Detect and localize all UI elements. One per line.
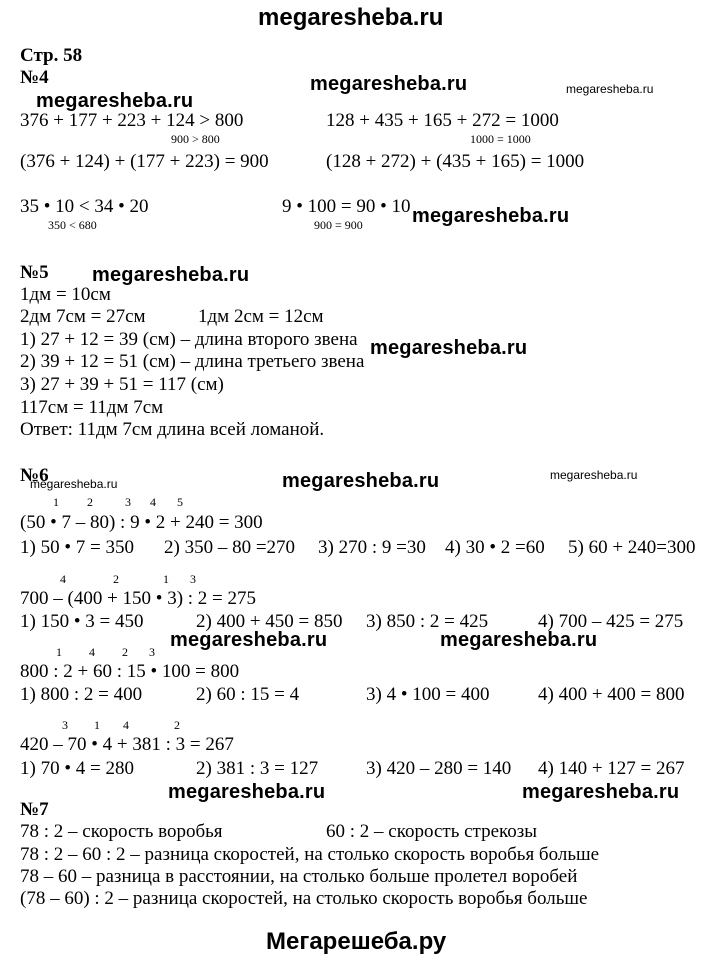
operation-order: 3 [125, 495, 131, 509]
watermark: megaresheba.ru [440, 629, 598, 651]
task5-label: №5 [20, 262, 49, 283]
task4-expr-2: (376 + 124) + (177 + 223) = 900 [20, 151, 269, 172]
task6-step: 2) 381 : 3 = 127 [196, 758, 319, 779]
task4-expr-4: (128 + 272) + (435 + 165) = 1000 [326, 151, 585, 172]
task7-line: 60 : 2 – скорость стрекозы [326, 821, 538, 842]
task4-expr-1-note: 900 > 800 [171, 132, 220, 146]
task4-expr-5: 35 • 10 < 34 • 20 [20, 196, 149, 217]
task7-line: 78 : 2 – 60 : 2 – разница скоростей, на столько скорость воробья больше [20, 844, 600, 865]
watermark-small: megaresheba.ru [30, 477, 118, 491]
task5-line: 117см = 11дм 7см [20, 397, 164, 418]
operation-order: 4 [123, 718, 129, 732]
watermark: megaresheba.ru [370, 337, 528, 359]
task6-step: 3) 270 : 9 =30 [318, 537, 426, 558]
task6-step: 1) 50 • 7 = 350 [20, 537, 134, 558]
watermark: megaresheba.ru [282, 470, 440, 492]
task4-expr-6: 9 • 100 = 90 • 10 [282, 196, 411, 217]
task6-expression: 420 – 70 • 4 + 381 : 3 = 267 [20, 734, 234, 755]
task4-expr-6-note: 900 = 900 [314, 218, 363, 232]
task7-line: (78 – 60) : 2 – разница скоростей, на столько скорость воробья больше [20, 888, 588, 909]
site-header: megaresheba.ru [258, 4, 444, 31]
site-footer: Мегарешеба.ру [266, 928, 447, 955]
task6-step: 2) 60 : 15 = 4 [196, 684, 300, 705]
task6-step: 2) 350 – 80 =270 [164, 537, 296, 558]
watermark: megaresheba.ru [412, 205, 570, 227]
task6-step: 3) 420 – 280 = 140 [366, 758, 512, 779]
task6-expression: 700 – (400 + 150 • 3) : 2 = 275 [20, 588, 257, 609]
task4-expr-1: 376 + 177 + 223 + 124 > 800 [20, 110, 244, 131]
task5-line: 2дм 7см = 27см [20, 306, 146, 327]
task5-answer: Ответ: 11дм 7см длина всей ломаной. [20, 419, 325, 440]
task4-expr-3: 128 + 435 + 165 + 272 = 1000 [326, 110, 559, 131]
operation-order: 2 [122, 645, 128, 659]
operation-order: 3 [62, 718, 68, 732]
task6-step: 4) 140 + 127 = 267 [538, 758, 685, 779]
task4-label: №4 [20, 67, 49, 88]
task6-expression: 800 : 2 + 60 : 15 • 100 = 800 [20, 661, 240, 682]
task5-line: 1дм = 10см [20, 284, 111, 305]
task6-step: 2) 400 + 450 = 850 [196, 611, 343, 632]
operation-order: 1 [53, 495, 59, 509]
operation-order: 4 [89, 645, 95, 659]
operation-order: 1 [56, 645, 62, 659]
operation-order: 3 [149, 645, 155, 659]
task6-step: 5) 60 + 240=300 [568, 537, 696, 558]
task6-step: 4) 30 • 2 =60 [445, 537, 545, 558]
operation-order: 5 [177, 495, 183, 509]
watermark: megaresheba.ru [310, 73, 468, 95]
task6-step: 1) 150 • 3 = 450 [20, 611, 144, 632]
watermark-small: megaresheba.ru [566, 82, 654, 96]
task7-line: 78 – 60 – разница в расстоянии, на столько больше пролетел воробей [20, 866, 578, 887]
operation-order: 1 [94, 718, 100, 732]
operation-order: 4 [150, 495, 156, 509]
watermark: megaresheba.ru [170, 629, 328, 651]
task7-label: №7 [20, 799, 49, 820]
operation-order: 3 [190, 572, 196, 586]
task6-label: №6 [20, 465, 49, 486]
task5-line: 2) 39 + 12 = 51 (см) – длина третьего звена [20, 351, 365, 372]
watermark: megaresheba.ru [36, 90, 194, 112]
watermark: megaresheba.ru [92, 264, 250, 286]
task4-expr-3-note: 1000 = 1000 [470, 132, 531, 146]
operation-order: 1 [163, 572, 169, 586]
task6-step: 3) 4 • 100 = 400 [366, 684, 490, 705]
watermark-small: megaresheba.ru [550, 468, 638, 482]
watermark: megaresheba.ru [168, 781, 326, 803]
task5-side-note: 1дм 2см = 12см [198, 306, 324, 327]
task6-step: 4) 700 – 425 = 275 [538, 611, 684, 632]
operation-order: 2 [174, 718, 180, 732]
task6-step: 3) 850 : 2 = 425 [366, 611, 489, 632]
operation-order: 2 [87, 495, 93, 509]
operation-order: 4 [60, 572, 66, 586]
task4-expr-5-note: 350 < 680 [48, 218, 97, 232]
task6-step: 1) 800 : 2 = 400 [20, 684, 143, 705]
task6-step: 1) 70 • 4 = 280 [20, 758, 134, 779]
task5-line: 1) 27 + 12 = 39 (см) – длина второго звена [20, 329, 358, 350]
task6-expression: (50 • 7 – 80) : 9 • 2 + 240 = 300 [20, 512, 263, 533]
page-label: Стр. 58 [20, 45, 83, 66]
watermark: megaresheba.ru [522, 781, 680, 803]
task6-step: 4) 400 + 400 = 800 [538, 684, 685, 705]
operation-order: 2 [113, 572, 119, 586]
task7-line: 78 : 2 – скорость воробья [20, 821, 223, 842]
task5-line: 3) 27 + 39 + 51 = 117 (см) [20, 374, 224, 395]
